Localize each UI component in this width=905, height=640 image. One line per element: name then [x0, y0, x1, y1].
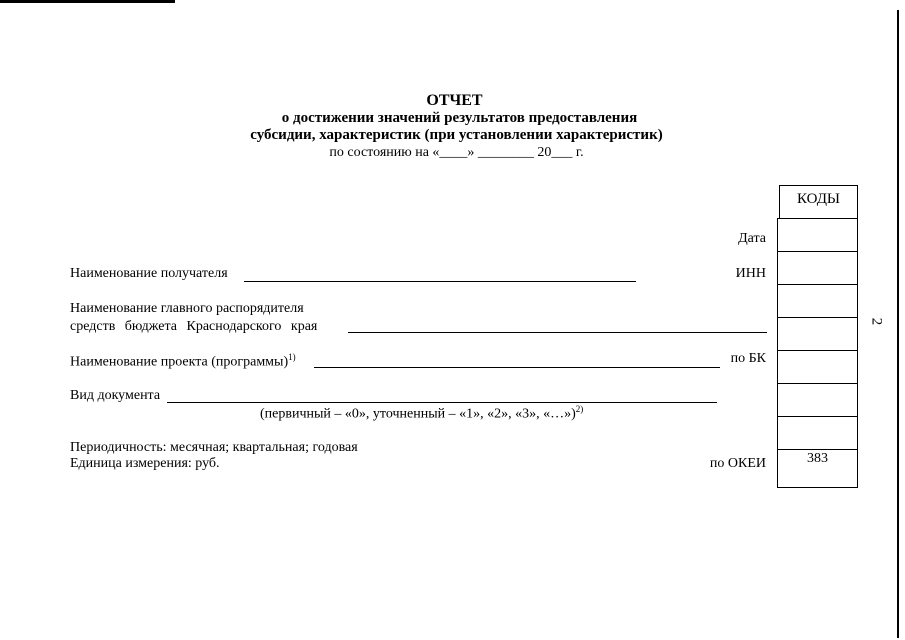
- main-manager-label-line1: Наименование главного распорядителя: [70, 301, 304, 316]
- bk-label: по БК: [730, 351, 766, 366]
- doc-type-footnote-mark: 2): [575, 404, 584, 414]
- recipient-fill-line[interactable]: [244, 281, 636, 282]
- main-manager-fill-line[interactable]: [348, 332, 767, 333]
- project-footnote-mark: 1): [288, 352, 296, 362]
- recipient-label: Наименование получателя: [70, 266, 228, 281]
- report-subtitle-line2: субсидии, характеристик (при установлении характеристик): [250, 127, 663, 143]
- report-subtitle-line1: о достижении значений результатов предоставления: [281, 110, 638, 126]
- unit-label: Единица измерения: руб.: [70, 456, 220, 471]
- code-cell-bk[interactable]: [778, 351, 857, 384]
- report-date-line: по состоянию на «____» ________ 20___ г.: [329, 145, 584, 160]
- doc-type-hint: [260, 404, 583, 423]
- code-cell-manager[interactable]: [778, 318, 857, 351]
- project-label: [70, 352, 296, 371]
- codes-header: КОДЫ: [779, 185, 858, 218]
- doc-type-label: Вид документа: [70, 388, 161, 403]
- codes-table: [777, 218, 858, 488]
- code-cell-periodicity[interactable]: [778, 417, 857, 450]
- periodicity-label: Периодичность: месячная; квартальная; годовая: [70, 440, 358, 455]
- report-title: ОТЧЕТ: [426, 92, 483, 109]
- date-label: Дата: [738, 231, 766, 246]
- doc-type-fill-line[interactable]: [167, 402, 717, 403]
- doc-type-hint-text: (первичный – «0», уточненный – «1», «2», «3», «…»): [260, 406, 576, 422]
- scan-edge-top: [0, 0, 175, 3]
- page-number: 2: [868, 317, 885, 326]
- code-cell-date[interactable]: [778, 219, 857, 252]
- main-manager-label-line2: средств бюджета Краснодарского края: [70, 319, 318, 334]
- project-fill-line[interactable]: [314, 367, 720, 368]
- code-cell-doc-type[interactable]: [778, 384, 857, 417]
- inn-label: ИНН: [735, 266, 766, 281]
- code-cell-okei: 383: [807, 451, 828, 466]
- okei-label: по ОКЕИ: [709, 456, 766, 471]
- project-label-text: Наименование проекта (программы): [70, 354, 289, 370]
- code-cell-blank-1[interactable]: [778, 285, 857, 318]
- code-cell-inn[interactable]: [778, 252, 857, 285]
